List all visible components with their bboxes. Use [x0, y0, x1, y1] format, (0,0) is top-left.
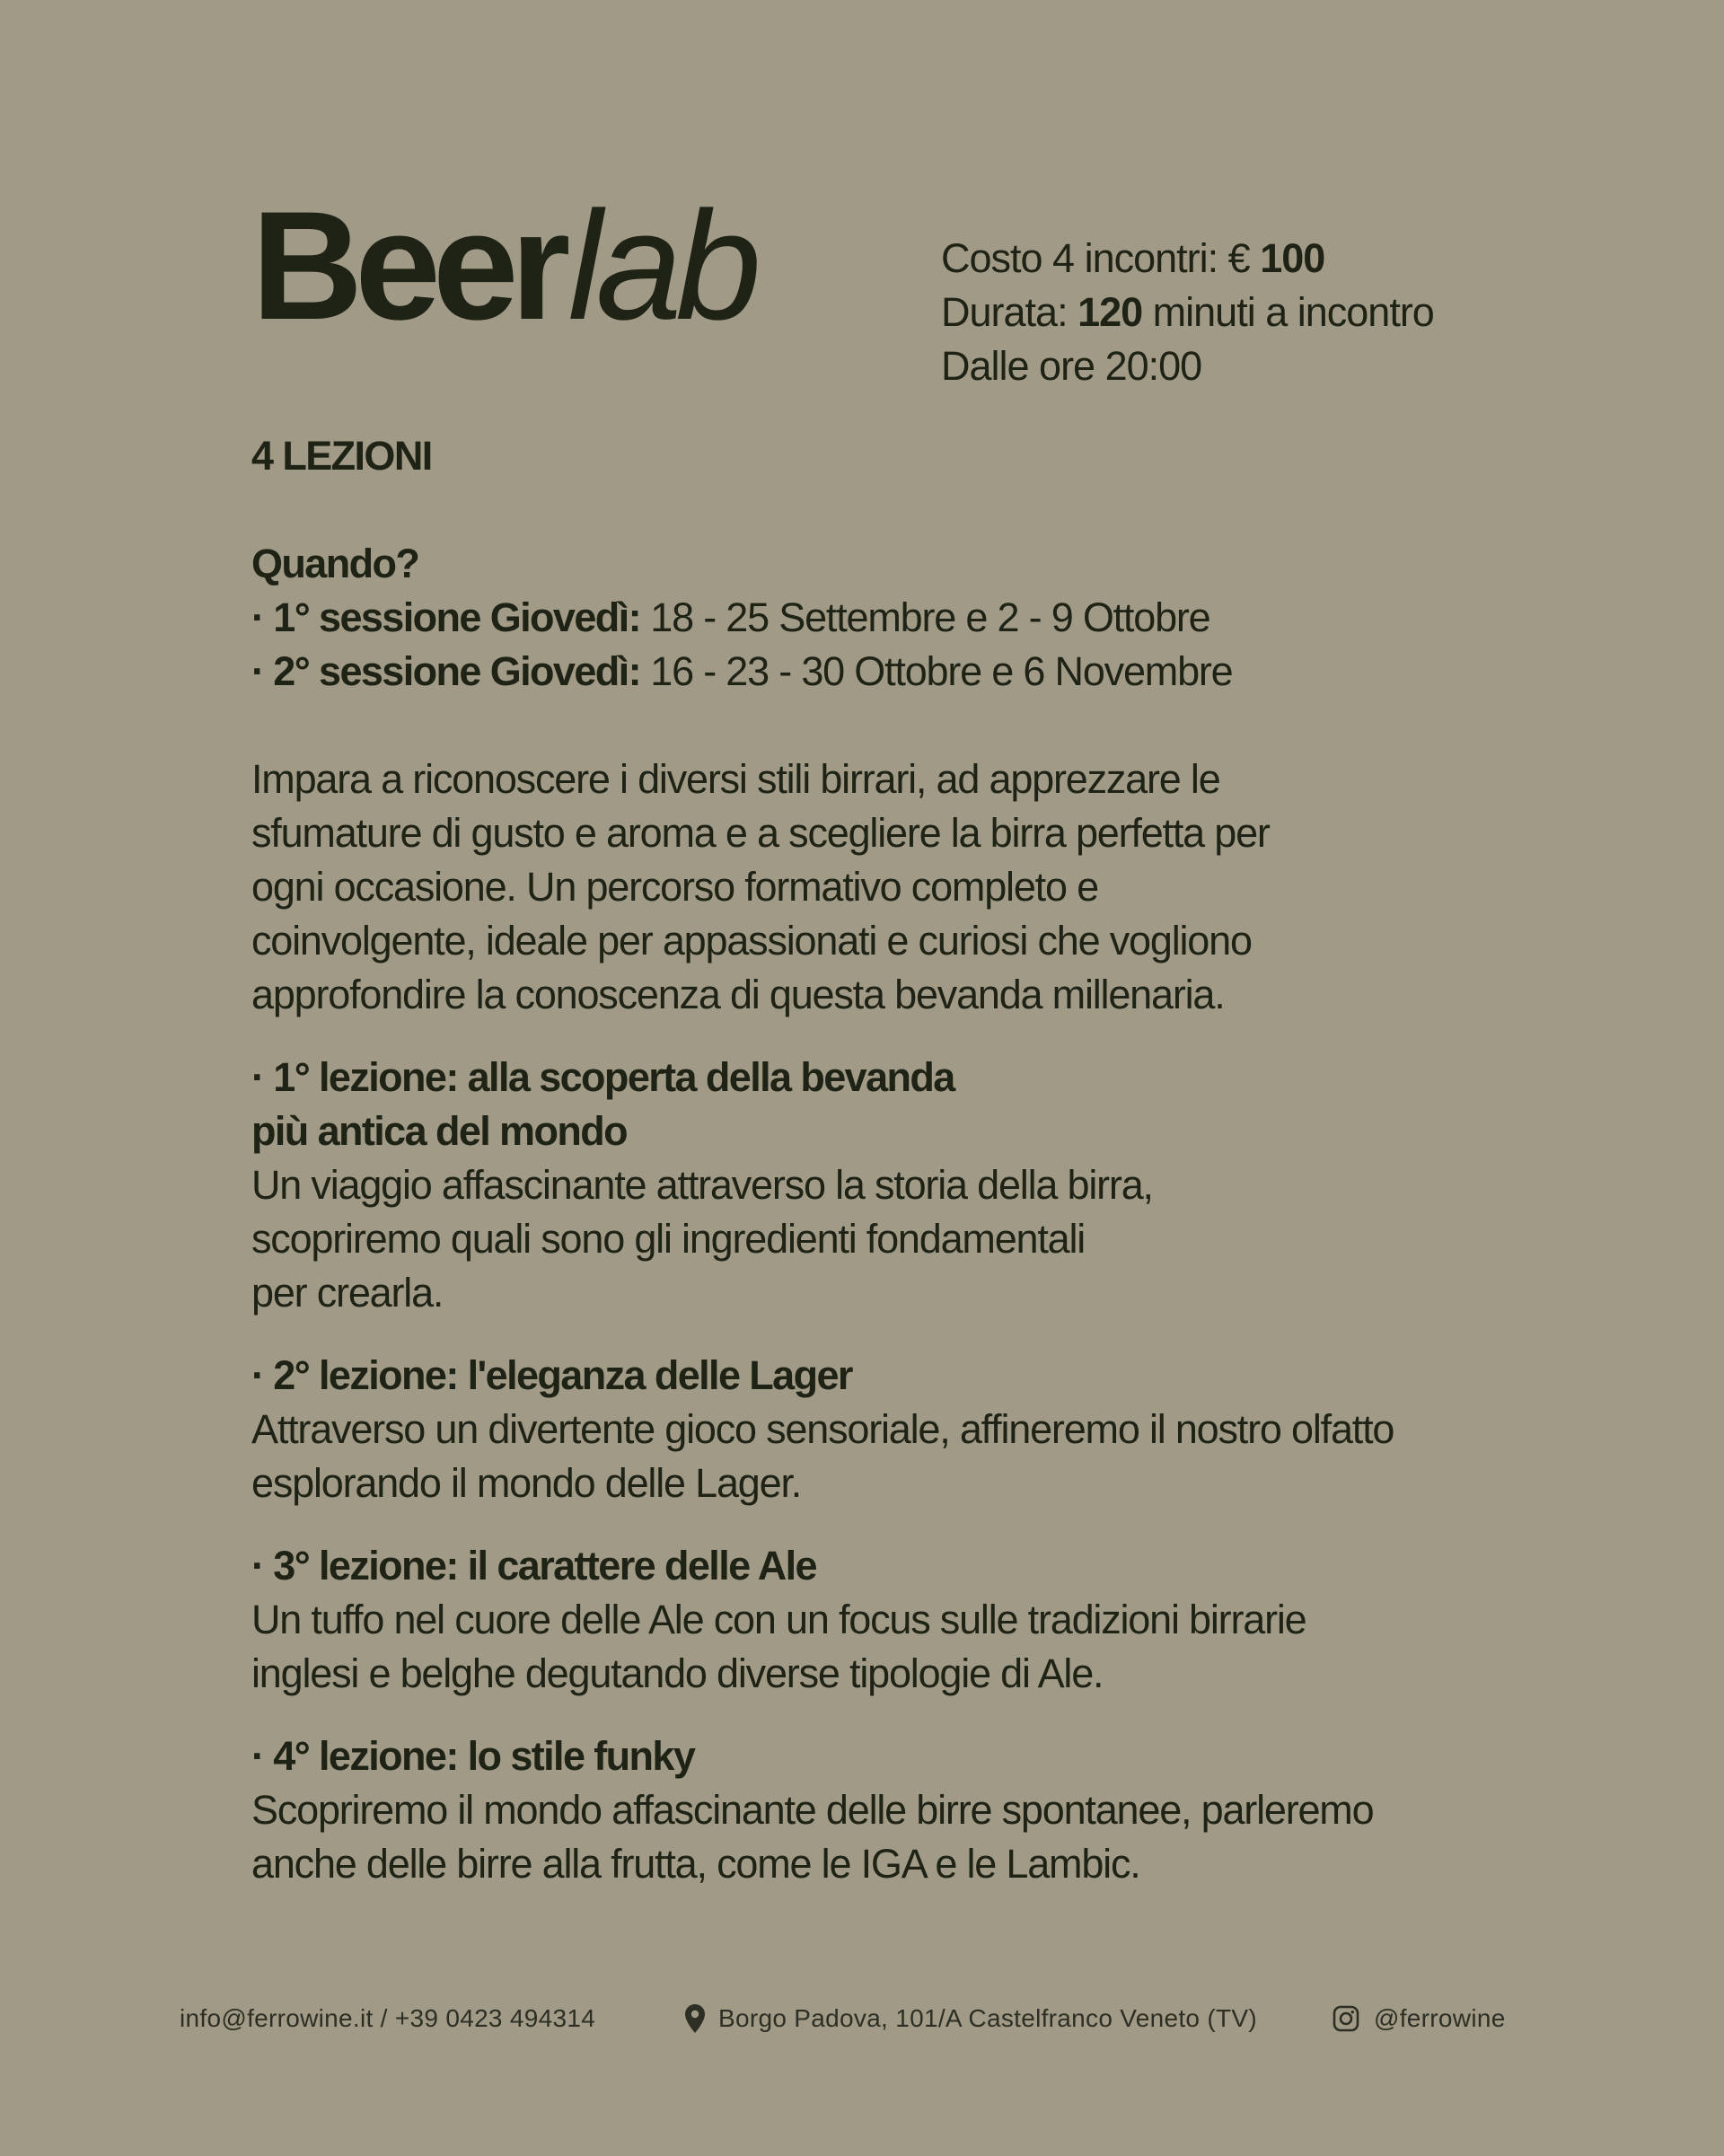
duration-suffix: minuti a incontro: [1142, 289, 1434, 335]
cost-label: Costo 4 incontri: €: [941, 235, 1261, 281]
main-content: [251, 429, 1508, 1891]
session-line: [251, 645, 1508, 699]
contact-info: [180, 2001, 595, 2037]
when-section: [251, 537, 1508, 699]
lesson-text: anche delle birre alla frutta, come le IGA e le Lambic.: [251, 1841, 1140, 1887]
lesson-text: per crearla.: [251, 1270, 444, 1316]
social-handle[interactable]: @ferrowine: [1374, 2004, 1506, 2032]
lesson-title: · 3° lezione: il carattere delle Ale: [251, 1543, 816, 1588]
session-label: · 1° sessione Giovedì:: [251, 594, 640, 640]
course-info: [941, 232, 1434, 393]
lesson-title: · 4° lezione: lo stile funky: [251, 1733, 695, 1779]
logo-lab: lab: [567, 180, 755, 352]
lesson-text: Attraverso un divertente gioco sensoriale, affineremo il nostro olfatto: [251, 1406, 1394, 1452]
session-label: · 2° sessione Giovedì:: [251, 648, 640, 694]
session-dates: 18 - 25 Settembre e 2 - 9 Ottobre: [639, 594, 1210, 640]
lesson-4: [251, 1729, 1508, 1891]
beerlab-logo: [251, 180, 755, 352]
session-line: [251, 591, 1508, 645]
lesson-text: Scopriremo il mondo affascinante delle birre spontanee, parleremo: [251, 1787, 1374, 1833]
logo-beer: Beer: [251, 180, 563, 352]
duration-line: [941, 286, 1434, 339]
social-info: [1333, 2001, 1506, 2037]
lesson-text: esplorando il mondo delle Lager.: [251, 1460, 802, 1506]
when-title: Quando?: [251, 541, 419, 586]
intro-paragraph: [251, 752, 1508, 1022]
intro-line: coinvolgente, ideale per appassionati e curiosi che vogliono: [251, 918, 1252, 964]
duration-value: 120: [1078, 289, 1143, 335]
cost-value: 100: [1260, 235, 1325, 281]
instagram-icon[interactable]: [1333, 2005, 1359, 2032]
duration-label: Durata:: [941, 289, 1078, 335]
address-info: [684, 2001, 1257, 2037]
intro-line: ogni occasione. Un percorso formativo completo e: [251, 864, 1098, 910]
address-text: Borgo Padova, 101/A Castelfranco Veneto (TV): [718, 2004, 1257, 2032]
intro-line: Impara a riconoscere i diversi stili birrari, ad apprezzare le: [251, 756, 1220, 802]
lesson-title: · 2° lezione: l'eleganza delle Lager: [251, 1352, 852, 1398]
contact-text[interactable]: info@ferrowine.it / +39 0423 494314: [180, 2004, 596, 2032]
lesson-text: inglesi e belghe degutando diverse tipologie di Ale.: [251, 1650, 1104, 1696]
start-time: Dalle ore 20:00: [941, 343, 1202, 389]
lessons-heading: 4 LEZIONI: [251, 433, 432, 479]
lesson-2: [251, 1349, 1508, 1510]
lesson-3: [251, 1539, 1508, 1701]
location-pin-icon: [684, 2003, 706, 2034]
lesson-text: Un tuffo nel cuore delle Ale con un focus sulle tradizioni birrarie: [251, 1597, 1306, 1642]
lesson-text: scopriremo quali sono gli ingredienti fondamentali: [251, 1216, 1086, 1262]
lesson-1: [251, 1051, 1508, 1320]
lesson-text: Un viaggio affascinante attraverso la storia della birra,: [251, 1162, 1153, 1208]
session-dates: 16 - 23 - 30 Ottobre e 6 Novembre: [639, 648, 1233, 694]
intro-line: sfumature di gusto e aroma e a scegliere la birra perfetta per: [251, 810, 1270, 856]
intro-line: approfondire la conoscenza di questa bevanda millenaria.: [251, 972, 1225, 1017]
lesson-title: · 1° lezione: alla scoperta della bevanda: [251, 1054, 954, 1100]
footer: [0, 2001, 1724, 2037]
cost-line: [941, 232, 1434, 286]
lesson-title: più antica del mondo: [251, 1108, 628, 1154]
